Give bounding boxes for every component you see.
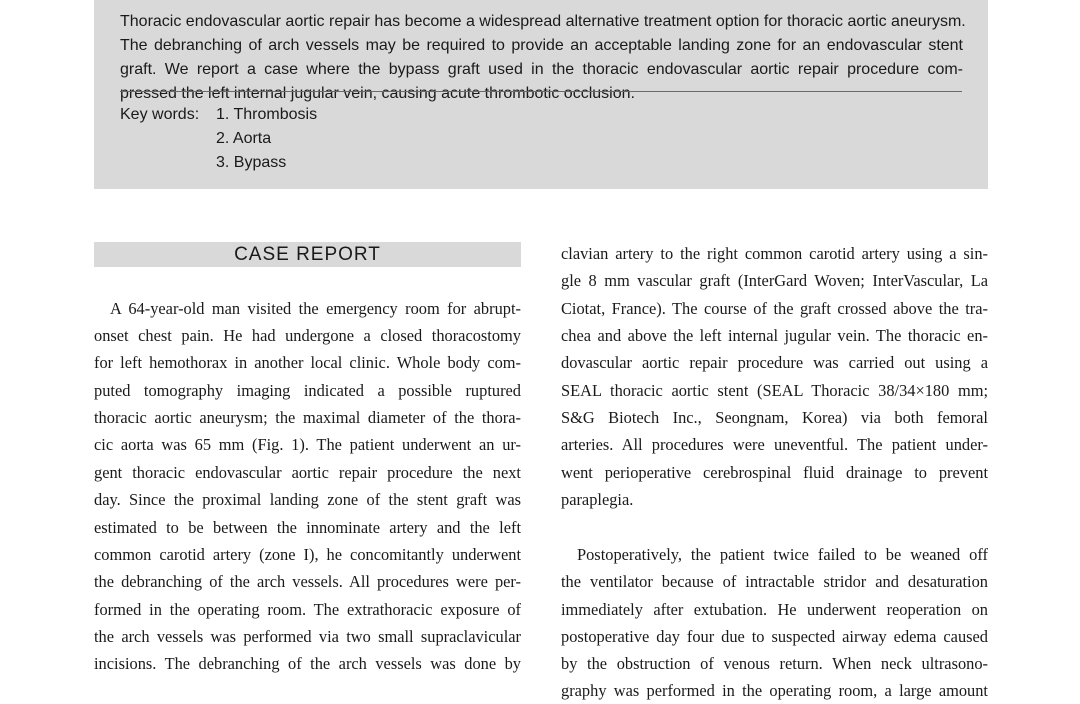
keyword-item: 3. Bypass xyxy=(216,154,287,171)
column1-line: thoracic aortic aneurysm; the maximal diameter of the thora- xyxy=(94,408,521,427)
column2-line: clavian artery to the right common carotid artery using a sin- xyxy=(561,244,988,263)
keyword-item: 2. Aorta xyxy=(216,130,272,147)
column2-line: Ciotat, France). The course of the graft crossed above the tra- xyxy=(561,299,988,318)
column2-line: postoperative day four due to suspected airway edema caused xyxy=(561,627,988,646)
column2-line: chea and above the left internal jugular vein. The thoracic en- xyxy=(561,326,988,345)
column2-line: SEAL thoracic aortic stent (SEAL Thoracic 38/34×180 mm; xyxy=(561,381,988,400)
column2-line: went perioperative cerebrospinal fluid drainage to prevent xyxy=(561,463,988,482)
column1-line: onset chest pain. He had undergone a closed thoracostomy xyxy=(94,326,521,345)
keywords-label: Key words: xyxy=(120,106,200,123)
column2-line: paraplegia. xyxy=(561,490,634,509)
column1-line: gent thoracic endovascular aortic repair procedure the next xyxy=(94,463,521,482)
abstract-divider xyxy=(120,91,962,92)
column1-line: puted tomography imaging indicated a possible ruptured xyxy=(94,381,521,400)
column1-line: cic aorta was 65 mm (Fig. 1). The patient underwent an ur- xyxy=(94,435,521,454)
abstract-line: graft. We report a case where the bypass graft used in the thoracic endovascular aortic repair procedure com- xyxy=(120,61,963,78)
column2-line: gle 8 mm vascular graft (InterGard Woven; InterVascular, La xyxy=(561,271,988,290)
keyword-item: 1. Thrombosis xyxy=(216,106,318,123)
column2-line: the ventilator because of intractable stridor and desaturation xyxy=(561,572,988,591)
column2-line: by the obstruction of venous return. When neck ultrasono- xyxy=(561,654,988,673)
column2-line: Postoperatively, the patient twice failed to be weaned off xyxy=(577,545,988,564)
column1-line: for left hemothorax in another local clinic. Whole body com- xyxy=(94,353,521,372)
column1-line: day. Since the proximal landing zone of the stent graft was xyxy=(94,490,521,509)
column1-line: common carotid artery (zone I), he concomitantly underwent xyxy=(94,545,521,564)
column1-line: A 64-year-old man visited the emergency room for abrupt- xyxy=(110,299,521,318)
column1-line: the arch vessels was performed via two small supraclavicular xyxy=(94,627,521,646)
section-heading: CASE REPORT xyxy=(234,244,381,265)
column2-line: immediately after extubation. He underwent reoperation on xyxy=(561,600,988,619)
column1-line: incisions. The debranching of the arch vessels was done by xyxy=(94,654,521,673)
column2-line: S&G Biotech Inc., Seongnam, Korea) via both femoral xyxy=(561,408,988,427)
abstract-line: Thoracic endovascular aortic repair has become a widespread alternative treatment option for thoracic aortic aneurysm. xyxy=(120,13,966,30)
abstract-line: pressed the left internal jugular vein, causing acute thrombotic occlusion. xyxy=(120,85,635,102)
abstract-line: The debranching of arch vessels may be required to provide an acceptable landing zone for an endovascular stent xyxy=(120,37,963,54)
column2-line: dovascular aortic repair procedure was carried out using a xyxy=(561,353,988,372)
column2-line: graphy was performed in the operating room, a large amount xyxy=(561,681,988,700)
column1-line: estimated to be between the innominate artery and the left xyxy=(94,518,521,537)
column1-line: the debranching of the arch vessels. All procedures were per- xyxy=(94,572,521,591)
column1-line: formed in the operating room. The extrathoracic exposure of xyxy=(94,600,521,619)
column2-line: arteries. All procedures were uneventful. The patient under- xyxy=(561,435,988,454)
